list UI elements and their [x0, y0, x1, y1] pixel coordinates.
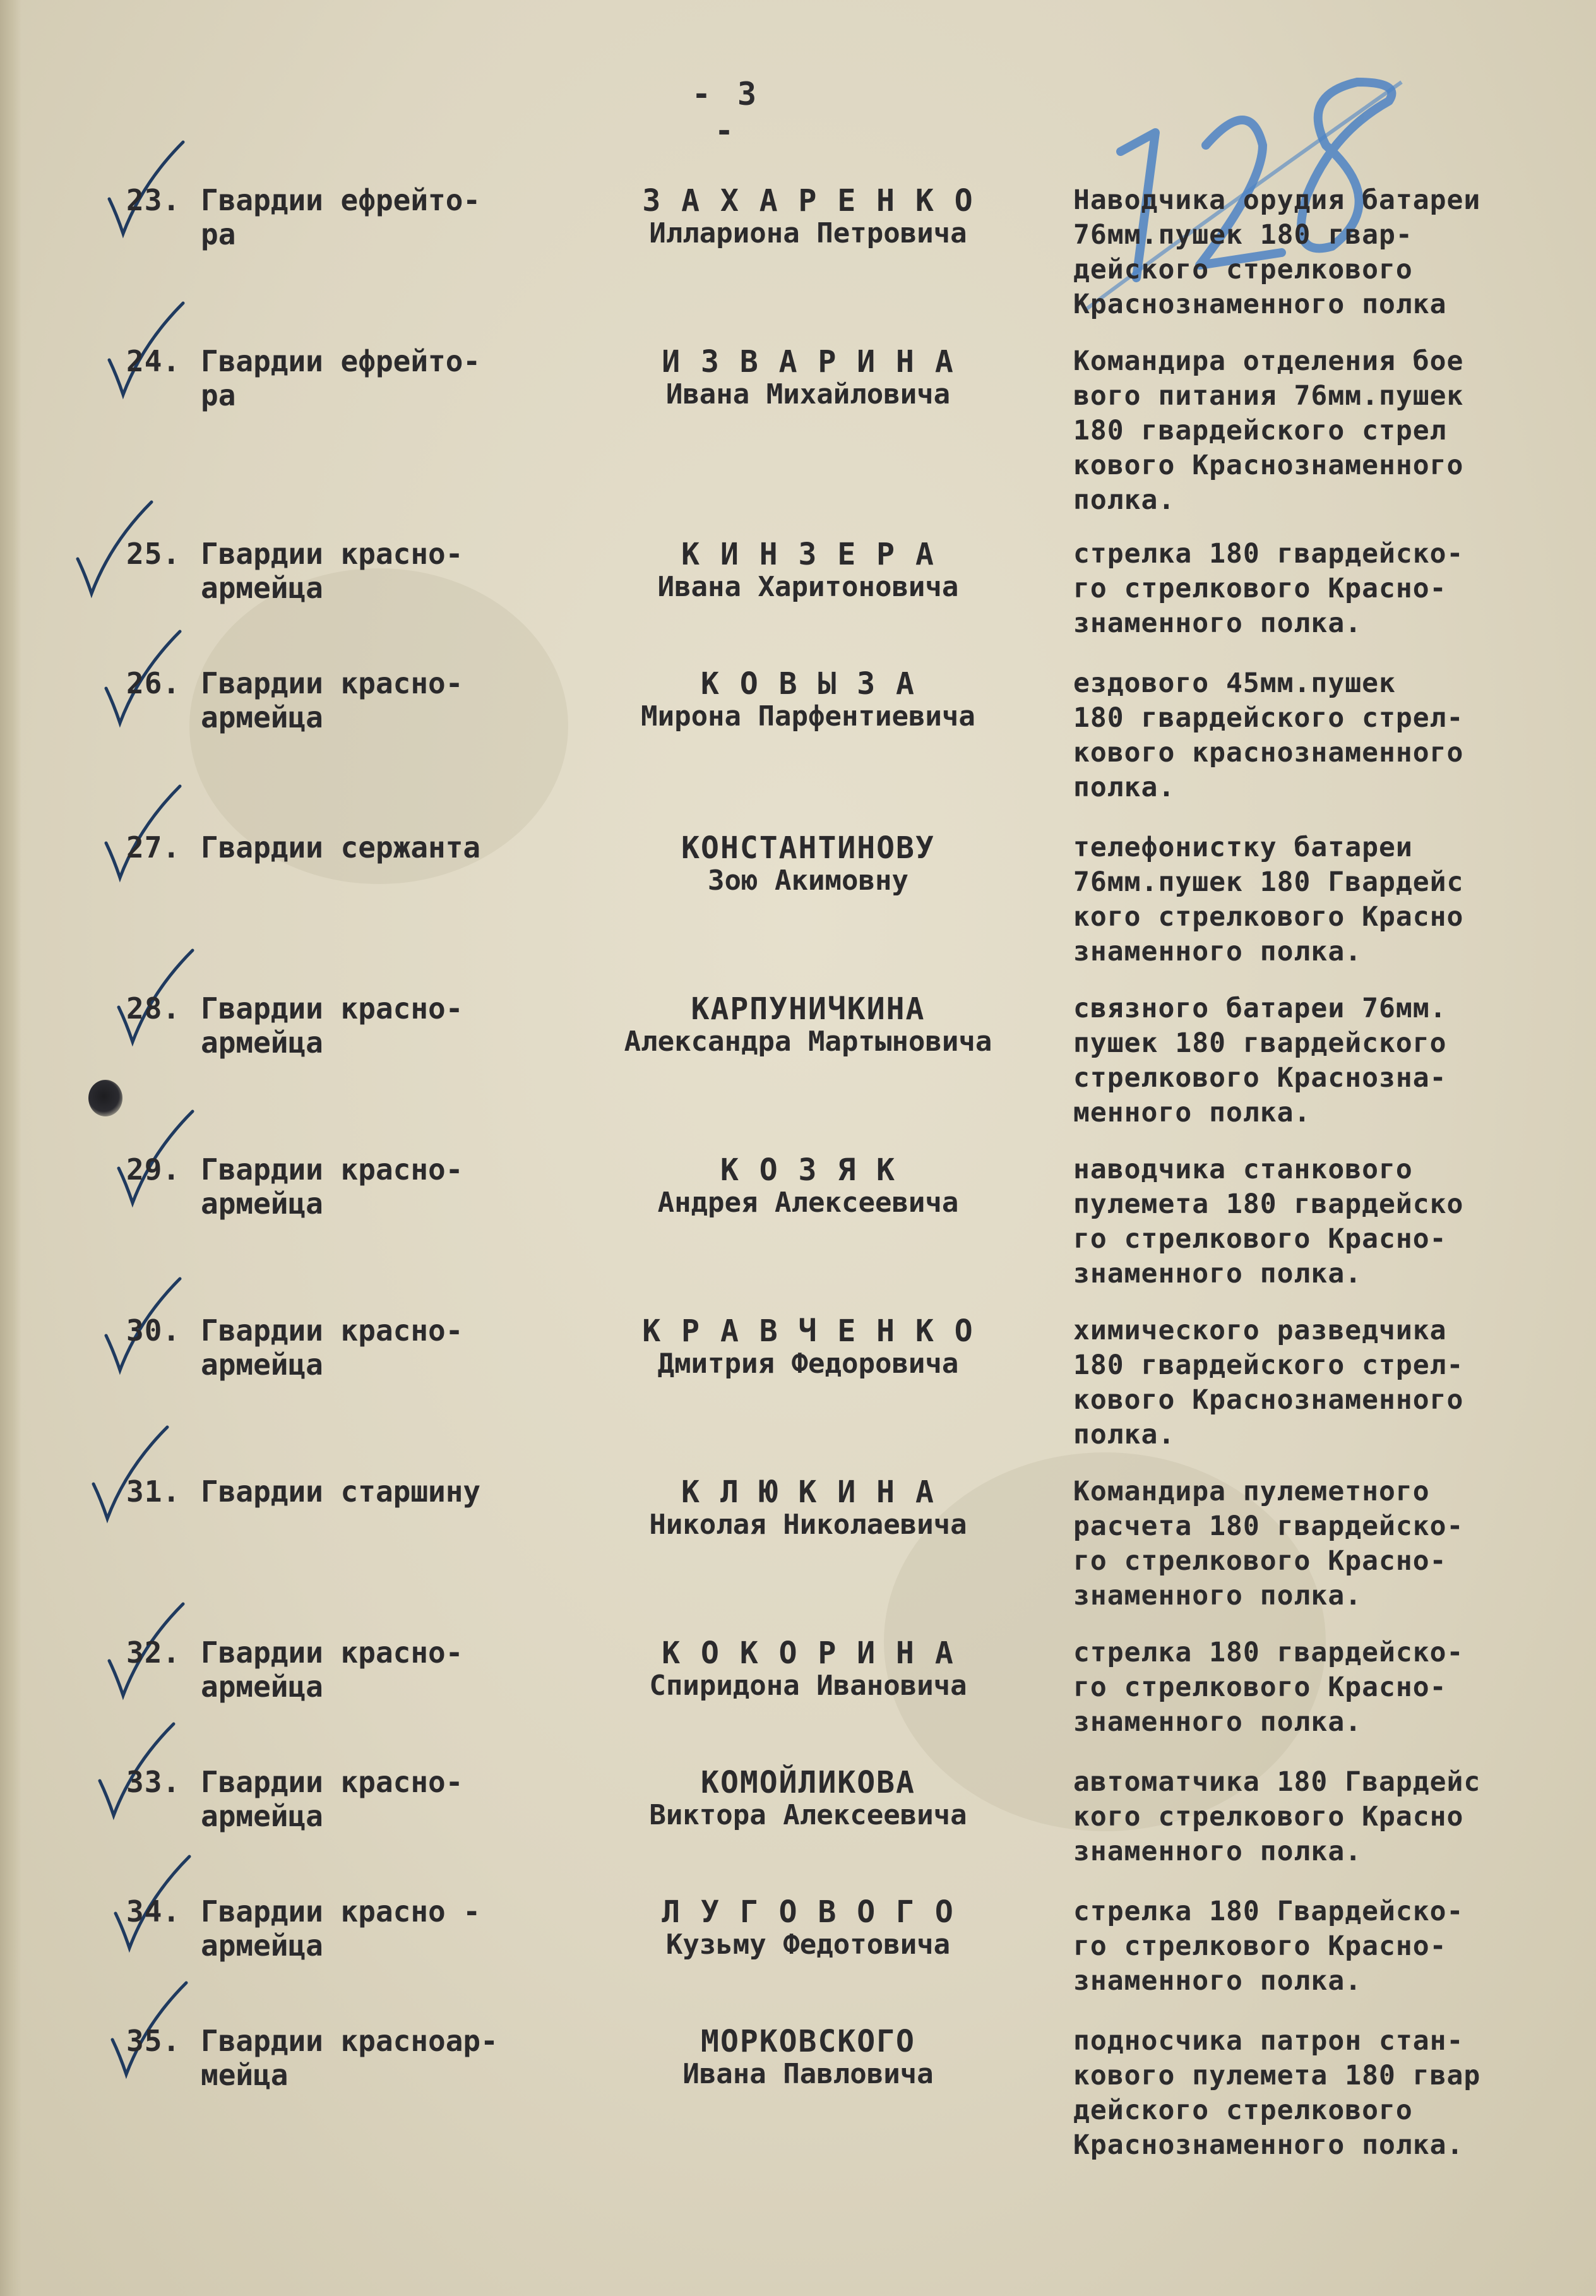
given-name: Виктора Алексеевича: [649, 1799, 967, 1831]
rank-line: Гвардии красно-: [201, 1765, 463, 1799]
description-line: знаменного полка.: [1073, 1258, 1362, 1289]
given-name: Спиридона Ивановича: [649, 1670, 967, 1702]
description-line: ездового 45мм.пушек: [1073, 667, 1396, 699]
description-line: наводчика станкового: [1073, 1154, 1413, 1185]
given-name: Ивана Харитоновича: [657, 571, 959, 603]
given-name: Николая Николаевича: [649, 1509, 967, 1541]
given-name: Кузьму Федотовича: [665, 1928, 951, 1961]
given-name: Дмитрия Федоровича: [657, 1348, 959, 1380]
position-description: [1073, 1635, 1578, 1740]
description-line: Командира отделения бое: [1073, 345, 1464, 377]
rank-line: Гвардии ефрейто-: [201, 183, 481, 217]
paper-edge: [0, 0, 21, 2296]
rank-line: Гвардии красно-: [201, 1635, 463, 1670]
rank-line: армейца: [201, 1928, 323, 1963]
description-line: кого стрелкового Красно: [1073, 1801, 1464, 1833]
description-line: знаменного полка.: [1073, 1965, 1362, 1997]
description-line: расчета 180 гвардейско-: [1073, 1510, 1464, 1542]
description-line: го стрелкового Красно-: [1073, 1930, 1447, 1962]
rank-line: армейца: [201, 1799, 323, 1833]
given-name: Александра Мартыновича: [624, 1025, 992, 1058]
rank-text: [201, 1765, 567, 1833]
entry-number: 24.: [126, 344, 181, 378]
rank-line: армейца: [201, 1670, 323, 1704]
rank-line: армейца: [201, 1187, 323, 1221]
description-line: стрелка 180 гвардейско-: [1073, 1637, 1464, 1668]
description-line: 180 гвардейского стрел-: [1073, 1349, 1464, 1381]
description-line: Краснознаменного полка: [1073, 289, 1447, 320]
description-line: менного полка.: [1073, 1097, 1311, 1128]
description-line: Наводчика орудия батареи: [1073, 184, 1481, 216]
given-name: Зою Акимовну: [708, 864, 908, 897]
surname: КОМОЙЛИКОВА: [701, 1765, 915, 1800]
rank-line: армейца: [201, 571, 323, 605]
rank-text: [201, 830, 567, 864]
punch-hole: [88, 1080, 122, 1116]
description-line: го стрелкового Красно-: [1073, 1671, 1447, 1703]
position-description: [1073, 991, 1578, 1130]
entry-number: 26.: [126, 666, 181, 700]
rank-text: [201, 2024, 567, 2092]
entry-number: 34.: [126, 1894, 181, 1928]
surname: К О В Ы З А: [701, 666, 915, 702]
rank-text: [201, 1474, 567, 1509]
rank-line: ра: [201, 378, 236, 412]
entry-number: 35.: [126, 2024, 181, 2058]
description-line: дейского стрелкового: [1073, 254, 1413, 285]
surname: И З В А Р И Н А: [662, 344, 955, 380]
description-line: химического разведчика: [1073, 1315, 1447, 1346]
rank-text: [201, 1313, 567, 1382]
description-line: дейского стрелкового: [1073, 2095, 1413, 2126]
entry-number: 31.: [126, 1474, 181, 1509]
rank-line: армейца: [201, 1348, 323, 1382]
description-line: подносчика патрон стан-: [1073, 2025, 1464, 2057]
surname: Л У Г О В О Г О: [662, 1894, 955, 1930]
page-number: - 3 -: [691, 76, 761, 149]
entry-number: 23.: [126, 183, 181, 217]
position-description: [1073, 1152, 1578, 1291]
description-line: го стрелкового Красно-: [1073, 1223, 1447, 1255]
description-line: кового Краснознаменного: [1073, 1384, 1464, 1416]
rank-text: [201, 537, 567, 605]
position-description: [1073, 1894, 1578, 1999]
rank-text: [201, 666, 567, 734]
rank-line: Гвардии красно-: [201, 537, 463, 571]
description-line: 180 гвардейского стрел-: [1073, 702, 1464, 734]
rank-line: Гвардии красно-: [201, 666, 463, 700]
description-line: телефонистку батареи: [1073, 832, 1413, 863]
description-line: вого питания 76мм.пушек: [1073, 380, 1464, 412]
given-name: Андрея Алексеевича: [657, 1187, 959, 1219]
rank-text: [201, 344, 567, 412]
entry-number: 27.: [126, 830, 181, 864]
position-description: [1073, 666, 1578, 805]
position-description: [1073, 344, 1578, 518]
description-line: 180 гвардейского стрел: [1073, 415, 1447, 446]
entry-number: 33.: [126, 1765, 181, 1799]
rank-line: Гвардии красноар-: [201, 2024, 498, 2058]
surname: К О К О Р И Н А: [662, 1635, 955, 1671]
rank-line: Гвардии старшину: [201, 1474, 481, 1509]
description-line: полка.: [1073, 484, 1176, 516]
position-description: [1073, 830, 1578, 969]
surname: К Р А В Ч Е Н К О: [642, 1313, 974, 1349]
surname: З А Х А Р Е Н К О: [642, 183, 974, 218]
description-line: кового краснознаменного: [1073, 737, 1464, 768]
description-line: знаменного полка.: [1073, 936, 1362, 967]
rank-text: [201, 1152, 567, 1221]
description-line: стрелка 180 гвардейско-: [1073, 538, 1464, 570]
position-description: [1073, 1474, 1578, 1613]
description-line: полка.: [1073, 1419, 1176, 1450]
position-description: [1073, 1313, 1578, 1452]
description-line: автоматчика 180 Гвардейс: [1073, 1766, 1481, 1798]
rank-text: [201, 991, 567, 1060]
surname: КАРПУНИЧКИНА: [691, 991, 926, 1027]
description-line: 76мм.пушек 180 гвар-: [1073, 219, 1413, 251]
rank-line: Гвардии сержанта: [201, 830, 481, 864]
given-name: Иллариона Петровича: [649, 217, 967, 249]
description-line: связного батареи 76мм.: [1073, 993, 1447, 1024]
description-line: кового Краснознаменного: [1073, 450, 1464, 481]
position-description: [1073, 1765, 1578, 1869]
description-line: знаменного полка.: [1073, 1706, 1362, 1738]
description-line: полка.: [1073, 772, 1176, 803]
entry-number: 32.: [126, 1635, 181, 1670]
description-line: Командира пулеметного: [1073, 1476, 1430, 1507]
rank-line: Гвардии красно-: [201, 1313, 463, 1348]
rank-line: армейца: [201, 1025, 323, 1060]
entry-number: 29.: [126, 1152, 181, 1187]
rank-line: армейца: [201, 700, 323, 734]
rank-line: Гвардии ефрейто-: [201, 344, 481, 378]
description-line: стрелкового Краснозна-: [1073, 1062, 1447, 1094]
position-description: [1073, 2024, 1578, 2163]
rank-text: [201, 183, 567, 251]
description-line: го стрелкового Красно-: [1073, 573, 1447, 604]
description-line: го стрелкового Красно-: [1073, 1545, 1447, 1577]
position-description: [1073, 183, 1578, 322]
description-line: знаменного полка.: [1073, 1836, 1362, 1867]
rank-line: Гвардии красно-: [201, 1152, 463, 1187]
rank-line: ра: [201, 217, 236, 251]
rank-text: [201, 1894, 567, 1963]
entry-number: 25.: [126, 537, 181, 571]
surname: МОРКОВСКОГО: [701, 2024, 915, 2059]
surname: К О З Я К: [720, 1152, 896, 1188]
description-line: знаменного полка.: [1073, 607, 1362, 639]
description-line: 76мм.пушек 180 Гвардейс: [1073, 866, 1464, 898]
description-line: пушек 180 гвардейского: [1073, 1027, 1447, 1059]
given-name: Мирона Парфентиевича: [641, 700, 975, 732]
surname: К Л Ю К И Н А: [681, 1474, 935, 1510]
description-line: кого стрелкового Красно: [1073, 901, 1464, 933]
entry-number: 28.: [126, 991, 181, 1025]
given-name: Ивана Павловича: [682, 2058, 934, 2090]
description-line: пулемета 180 гвардейско: [1073, 1188, 1464, 1220]
description-line: Краснознаменного полка.: [1073, 2129, 1464, 2161]
rank-line: Гвардии красно-: [201, 991, 463, 1025]
position-description: [1073, 537, 1578, 641]
rank-text: [201, 1635, 567, 1704]
rank-line: мейца: [201, 2058, 289, 2092]
rank-line: Гвардии красно -: [201, 1894, 481, 1928]
description-line: кового пулемета 180 гвар: [1073, 2060, 1481, 2091]
surname: К И Н З Е Р А: [681, 537, 935, 572]
surname: КОНСТАНТИНОВУ: [681, 830, 935, 866]
description-line: знаменного полка.: [1073, 1580, 1362, 1611]
description-line: стрелка 180 Гвардейско-: [1073, 1896, 1464, 1927]
entry-number: 30.: [126, 1313, 181, 1348]
given-name: Ивана Михайловича: [665, 378, 951, 410]
